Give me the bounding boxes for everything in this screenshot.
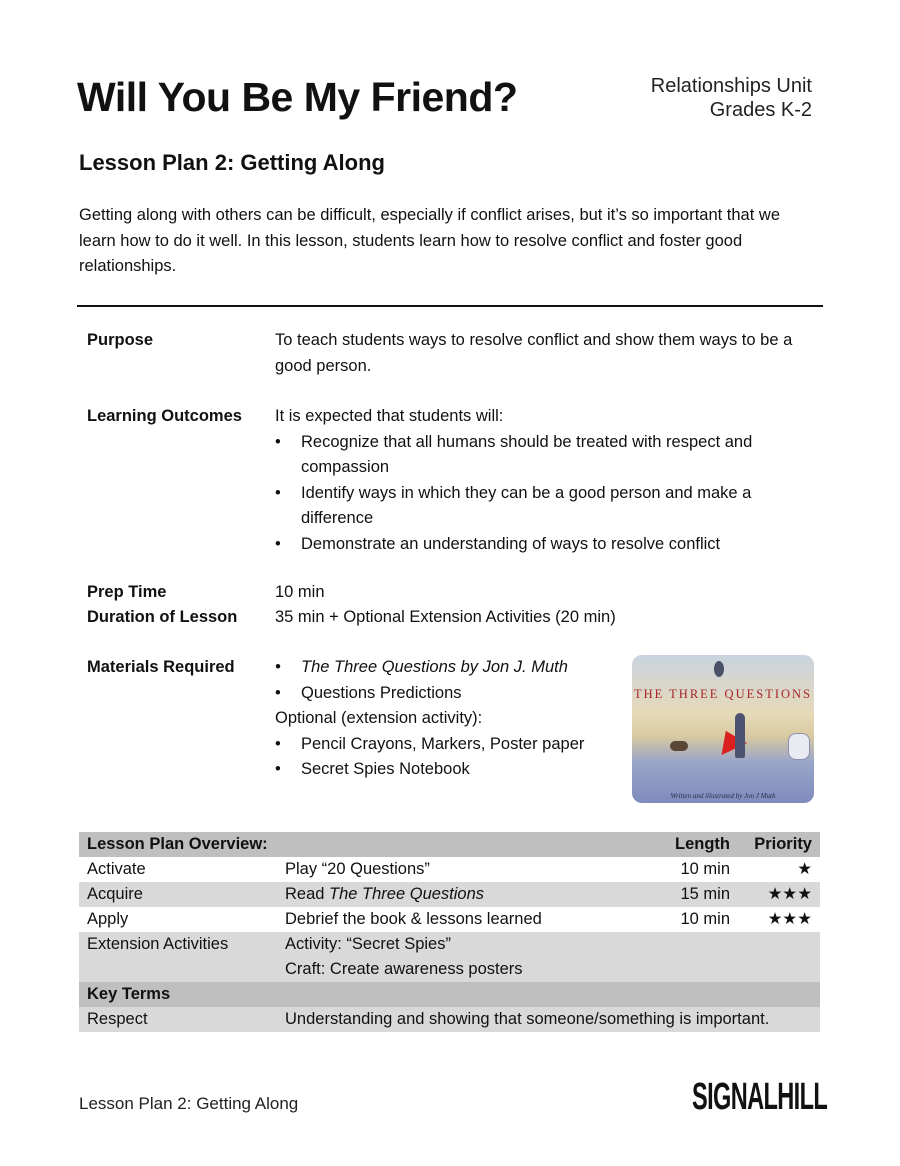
- extension-item: Craft: Create awareness posters: [285, 960, 523, 978]
- unit-name: Relationships Unit: [650, 75, 812, 97]
- length-cell: 15 min: [680, 885, 730, 903]
- key-terms-header-row: [79, 982, 820, 1007]
- activity-cell: Debrief the book & lessons learned: [285, 910, 542, 928]
- table-header-row: [79, 832, 820, 857]
- table-row: [79, 857, 820, 882]
- unit-info: [651, 74, 812, 122]
- table-row: [79, 882, 820, 907]
- list-item: • Questions Predictions: [275, 681, 615, 707]
- dog-illustration: [788, 733, 810, 760]
- list-item: • Secret Spies Notebook: [275, 757, 615, 783]
- priority-stars: ★★★: [767, 910, 812, 928]
- materials-label: Materials Required: [87, 658, 235, 676]
- definition-cell: Understanding and showing that someone/something is important.: [285, 1010, 770, 1028]
- list-item: • The Three Questions by Jon J. Muth: [275, 655, 615, 681]
- length-cell: 10 min: [680, 860, 730, 878]
- footer-lesson-title: Lesson Plan 2: Getting Along: [79, 1094, 299, 1113]
- activity-cell: [277, 932, 820, 982]
- materials-list: [275, 655, 615, 706]
- length-header: Length: [675, 835, 730, 853]
- learning-outcomes-lead: It is expected that students will:: [275, 407, 504, 425]
- divider: [77, 305, 823, 307]
- prep-time-label: Prep Time: [87, 583, 167, 601]
- book-cover-title: THE THREE QUESTIONS: [633, 687, 813, 701]
- list-item: • Recognize that all humans should be treated with respect and compassion: [275, 430, 815, 481]
- activity-cell: Play “20 Questions”: [285, 860, 430, 878]
- learning-outcomes-label: Learning Outcomes: [87, 407, 242, 425]
- activity-cell: [277, 882, 642, 907]
- phase-cell: Extension Activities: [87, 935, 229, 953]
- list-item: • Identify ways in which they can be a good person and make a difference: [275, 481, 815, 532]
- table-row: [79, 932, 820, 982]
- optional-label: Optional (extension activity):: [275, 709, 483, 727]
- priority-stars: ★: [797, 860, 812, 878]
- lesson-overview-table: [79, 832, 820, 1032]
- page-title: Will You Be My Friend?: [77, 74, 518, 120]
- extension-item: Activity: “Secret Spies”: [285, 935, 451, 953]
- table-row: [79, 907, 820, 932]
- book-cover-credit: Written and illustrated by Jon J Muth: [670, 792, 776, 800]
- list-item: • Demonstrate an understanding of ways to resolve conflict: [275, 532, 815, 558]
- term-cell: Respect: [87, 1010, 148, 1028]
- optional-materials-list: [275, 732, 615, 783]
- lesson-subtitle: Lesson Plan 2: Getting Along: [79, 150, 385, 175]
- phase-cell: Activate: [87, 860, 146, 878]
- prep-time-value: 10 min: [275, 583, 325, 601]
- bird-illustration: [714, 661, 724, 677]
- duration-label: Duration of Lesson: [87, 608, 238, 626]
- overview-header-label: Lesson Plan Overview:: [87, 835, 268, 853]
- length-cell: 10 min: [680, 910, 730, 928]
- book-title: The Three Questions: [329, 885, 485, 903]
- learning-outcomes-list: [275, 430, 815, 558]
- duration-value: 35 min + Optional Extension Activities (20 min): [275, 608, 616, 626]
- table-row: [79, 1007, 820, 1032]
- key-terms-label: Key Terms: [87, 985, 171, 1003]
- purpose-text: To teach students ways to resolve conflict and show them ways to be a good person.: [275, 331, 793, 375]
- monkey-illustration: [670, 741, 688, 751]
- priority-stars: ★★★: [767, 885, 812, 903]
- boy-illustration: [735, 713, 745, 758]
- phase-cell: Acquire: [87, 885, 143, 903]
- phase-cell: Apply: [87, 910, 129, 928]
- book-cover-image: [632, 655, 814, 803]
- grade-level: Grades K-2: [709, 99, 812, 121]
- purpose-label: Purpose: [87, 331, 154, 349]
- list-item: • Pencil Crayons, Markers, Poster paper: [275, 732, 615, 758]
- priority-header: Priority: [754, 835, 812, 853]
- activity-prefix: Read: [285, 885, 330, 903]
- intro-paragraph: Getting along with others can be difficult, especially if conflict arises, but it’s so important that we learn how to do it well. In this lesson, students learn how to resolve conflict and foster good relationships.: [79, 206, 780, 275]
- signalhill-logo: SIGNALHILL: [692, 1076, 828, 1118]
